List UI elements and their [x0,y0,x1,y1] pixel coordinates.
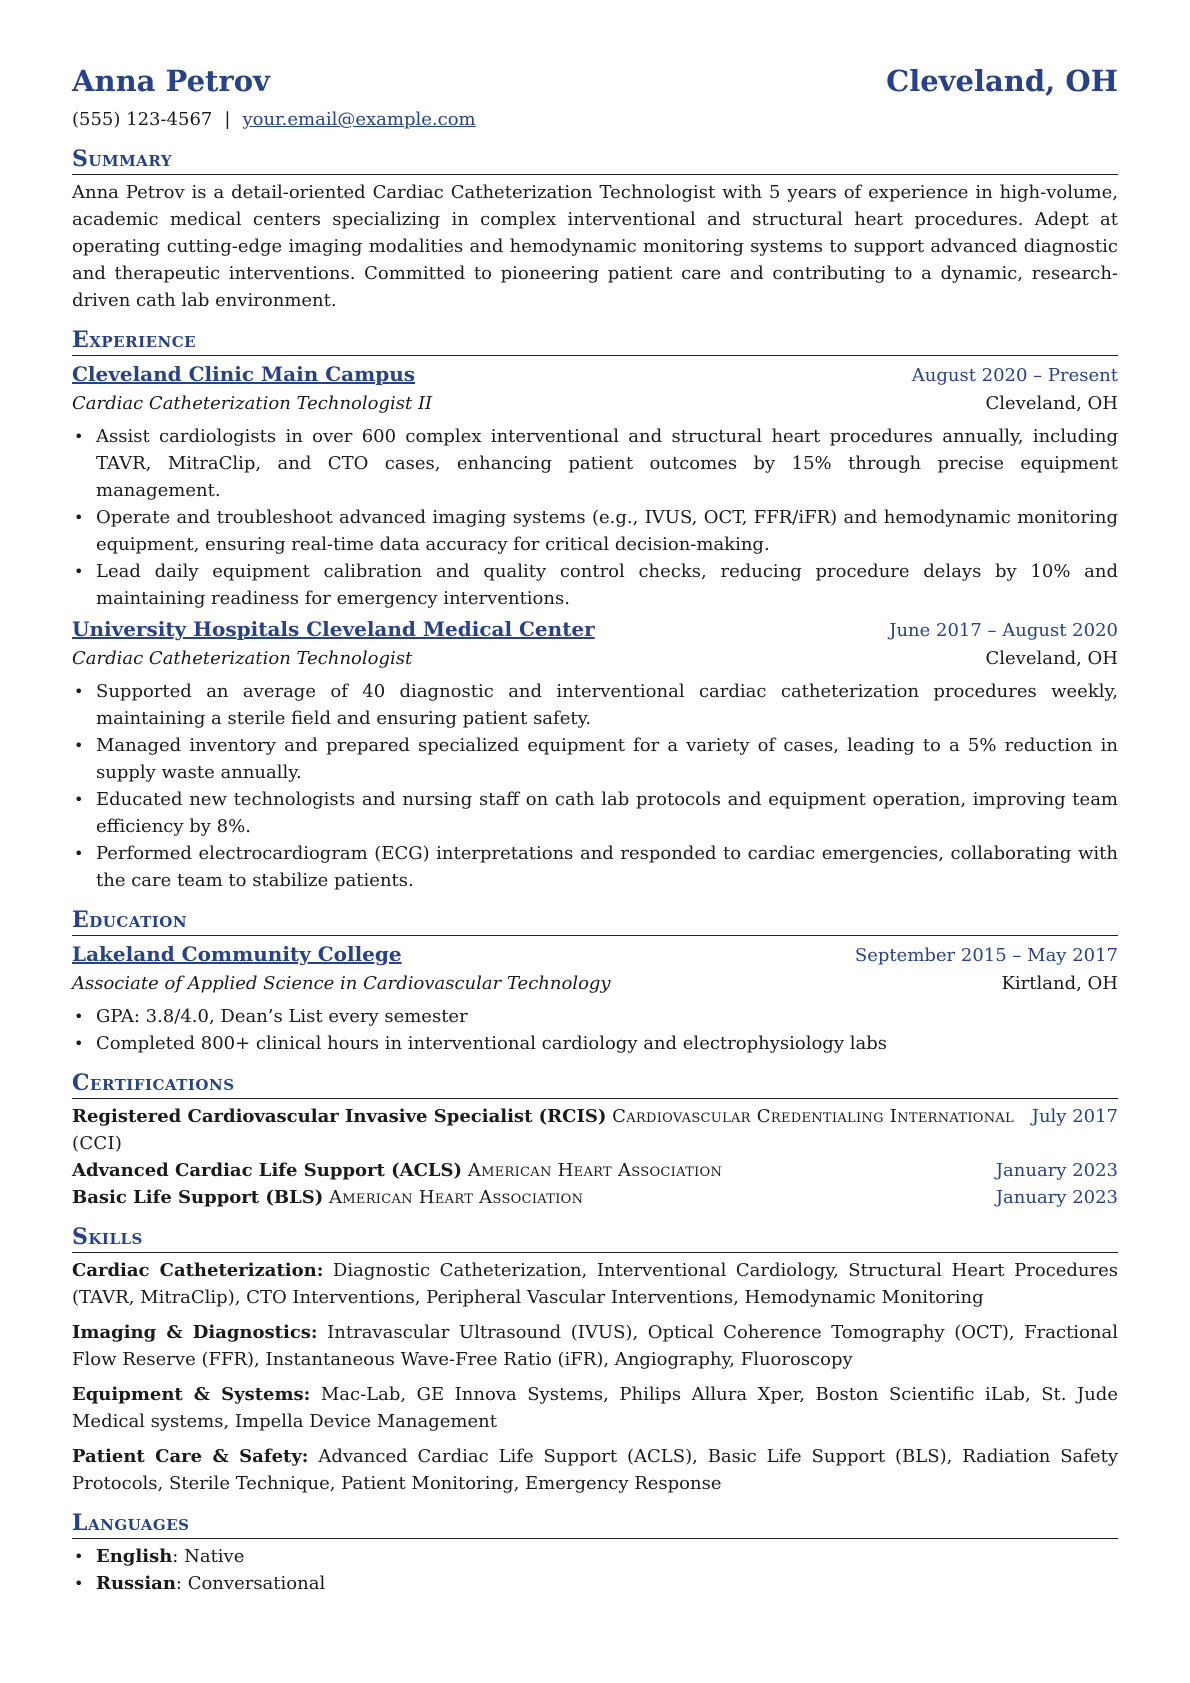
job-location: Cleveland, OH [985,648,1118,669]
education-section [72,906,1118,1057]
skill-group [72,1257,1118,1311]
section-title-experience: Experience [72,326,1118,356]
language-list [72,1543,1118,1597]
experience-section [72,326,1118,894]
certification-date: January 2023 [995,1187,1118,1208]
language-name: Russian [96,1573,176,1594]
certifications-section [72,1069,1118,1211]
bullet-item: • Assist cardiologists in over 600 complex interventional and structural heart procedures annually, including TAVR, MitraClip, and CTO cases, enhancing patient outcomes by 15% through precise equipment management. [96,423,1118,504]
email-link[interactable]: your.email@example.com [242,109,476,130]
education-dates: September 2015 – May 2017 [854,945,1118,966]
section-title-summary: Summary [72,145,1118,175]
education-location: Kirtland, OH [1001,973,1118,994]
certification-issuer: American Heart Association [467,1160,723,1181]
skill-group [72,1443,1118,1497]
job-location: Cleveland, OH [985,393,1118,414]
section-title-skills: Skills [72,1223,1118,1253]
bullet-item: • Lead daily equipment calibration and quality control checks, reducing procedure delays by 10% and maintaining readiness for emergency interventions. [96,558,1118,612]
language-item [96,1543,1118,1570]
summary-text: Anna Petrov is a detail-oriented Cardiac Catheterization Technologist with 5 years of experience in high-volume, academic medical centers specializing in complex interventional and structural heart procedures. Adept at operating cutting-edge imaging modalities and hemodynamic monitoring systems to support advanced diagnostic and therapeutic interventions. Committed to pioneering patient care and contributing to a dynamic, research-driven cath lab environment. [72,182,1118,311]
job-role: Cardiac Catheterization Technologist [72,648,413,669]
section-title-education: Education [72,906,1118,936]
certification-item [72,1103,1118,1157]
job-bullets [72,678,1118,894]
skill-list: Mac-Lab, GE Innova Systems, Philips Allura Xper, Boston Scientific iLab, St. Jude Medical systems, Impella Device Management [72,1384,1118,1432]
languages-section [72,1509,1118,1597]
language-item [96,1570,1118,1597]
certification-name: Basic Life Support (BLS) [72,1187,324,1208]
job-role: Cardiac Catheterization Technologist II [72,393,433,414]
certification-item [72,1157,1118,1184]
language-name: English [96,1546,173,1567]
skill-group [72,1381,1118,1435]
job-entry [72,360,1118,612]
skill-list: Intravascular Ultrasound (IVUS), Optical Coherence Tomography (OCT), Fractional Flow Reserve (FFR), Instantaneous Wave-Free Ratio (iFR), Angiography, Fluoroscopy [72,1322,1118,1370]
certification-date: July 2017 [1031,1106,1118,1127]
bullet-item: • Supported an average of 40 diagnostic and interventional cardiac catheterization procedures weekly, maintaining a sterile field and ensuring patient safety. [96,678,1118,732]
phone-number: (555) 123-4567 [72,109,213,130]
certification-name: Advanced Cardiac Life Support (ACLS) [72,1160,463,1181]
bullet-item: • Operate and troubleshoot advanced imaging systems (e.g., IVUS, OCT, FFR/iFR) and hemodynamic monitoring equipment, ensuring real-time data accuracy for critical decision-making. [96,504,1118,558]
job-dates: August 2020 – Present [911,365,1118,386]
certification-item [72,1184,1118,1211]
certification-issuer: American Heart Association [329,1187,584,1208]
section-title-languages: Languages [72,1509,1118,1539]
degree: Associate of Applied Science in Cardiovascular Technology [72,973,611,994]
skill-list: Advanced Cardiac Life Support (ACLS), Basic Life Support (BLS), Radiation Safety Protocols, Sterile Technique, Patient Monitoring, Emergency Response [72,1446,1118,1494]
school-link[interactable]: Lakeland Community College [72,942,402,966]
summary-section [72,145,1118,314]
skill-category: Equipment & Systems: [72,1384,311,1405]
bullet-item: • Managed inventory and prepared specialized equipment for a variety of cases, leading to a 5% reduction in supply waste annually. [96,732,1118,786]
job-bullets [72,423,1118,612]
certification-date: January 2023 [995,1160,1118,1181]
contact-separator: | [224,109,231,130]
bullet-item: • GPA: 3.8/4.0, Dean’s List every semester [96,1003,1118,1030]
skills-section [72,1223,1118,1497]
contact-line [72,106,1118,133]
skill-group [72,1319,1118,1373]
education-bullets [72,1003,1118,1057]
job-entry [72,615,1118,894]
skill-category: Cardiac Catheterization: [72,1260,324,1281]
skill-category: Patient Care & Safety: [72,1446,309,1467]
bullet-item: • Educated new technologists and nursing staff on cath lab protocols and equipment operation, improving team efficiency by 8%. [96,786,1118,840]
job-dates: June 2017 – August 2020 [889,620,1118,641]
header-location: Cleveland, OH [886,64,1118,98]
certification-issuer: Cardiovascular Credentialing International (CCI) [72,1106,1015,1154]
job-org-link[interactable]: Cleveland Clinic Main Campus [72,362,416,386]
job-org-link[interactable]: University Hospitals Cleveland Medical Center [72,617,595,641]
candidate-name: Anna Petrov [72,64,270,98]
bullet-item: • Completed 800+ clinical hours in interventional cardiology and electrophysiology labs [96,1030,1118,1057]
resume-page [72,60,1118,1597]
skill-list: Diagnostic Catheterization, Interventional Cardiology, Structural Heart Procedures (TAVR, MitraClip), CTO Interventions, Peripheral Vascular Interventions, Hemodynamic Monitoring [72,1260,1119,1308]
language-level: : Native [172,1546,245,1567]
section-title-certifications: Certifications [72,1069,1118,1099]
bullet-item: • Performed electrocardiogram (ECG) interpretations and responded to cardiac emergencies, collaborating with the care team to stabilize patients. [96,840,1118,894]
certification-name: Registered Cardiovascular Invasive Specialist (RCIS) [72,1106,607,1127]
skill-category: Imaging & Diagnostics: [72,1322,318,1343]
language-level: : Conversational [175,1573,326,1594]
header [72,60,1118,102]
